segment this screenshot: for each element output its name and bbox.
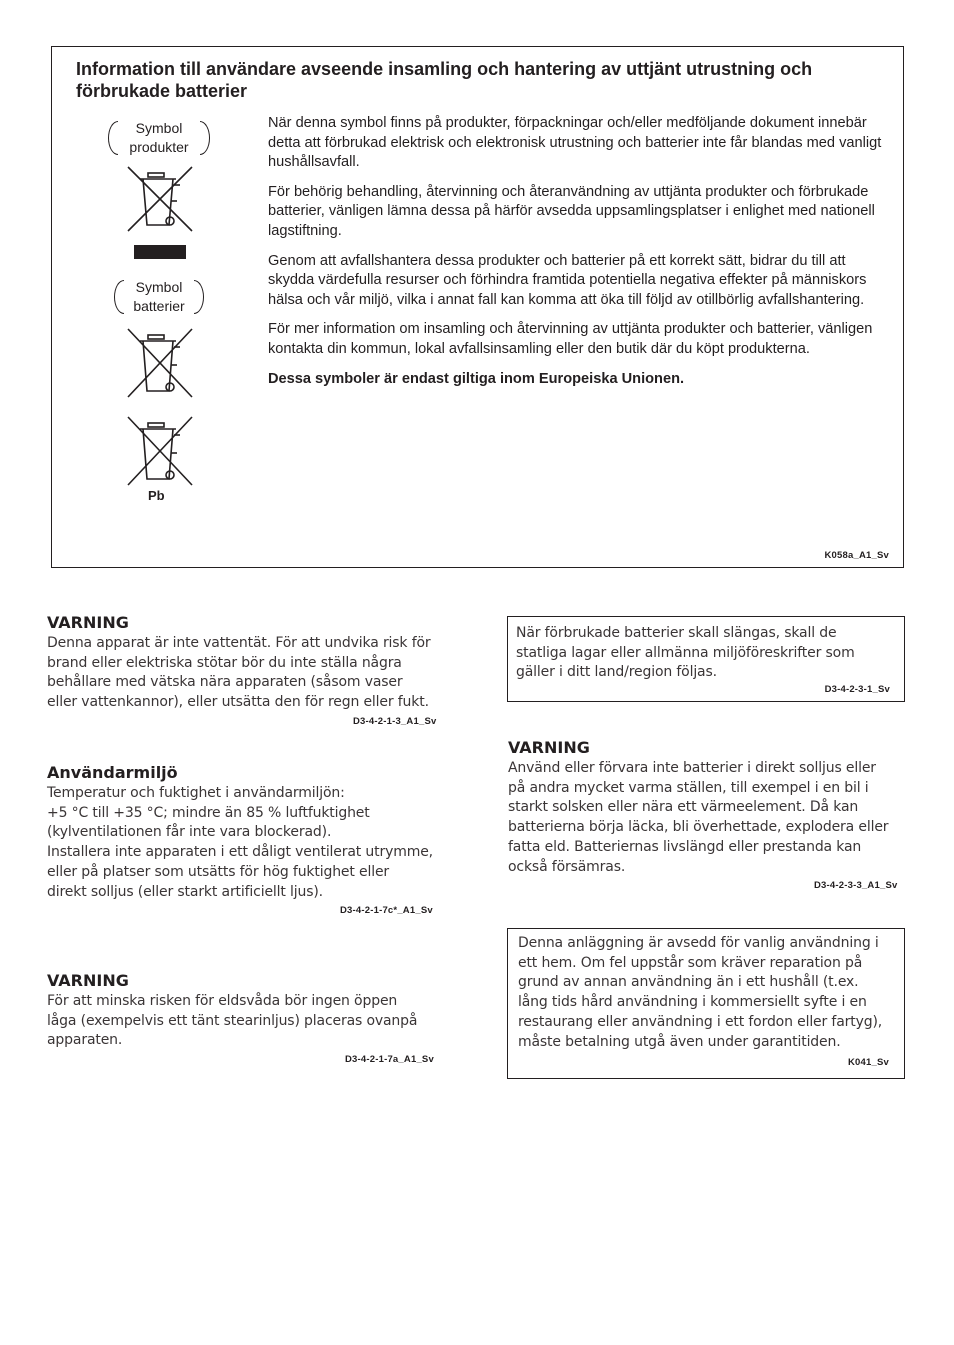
info-paragraph: När denna symbol finns på produkter, förpackningar och/eller medföljande dokument innebär detta att förbrukad elektrisk och elektronisk utrustning och batterier inte får blandas med vanligt hushållsavfall. (268, 115, 882, 171)
battery-disposal-box (507, 616, 905, 702)
section-heading: VARNING (47, 971, 129, 990)
separate-collection-bar (134, 245, 186, 259)
section-heading: VARNING (47, 613, 129, 632)
doc-code: D3-4-2-3-1_Sv (824, 684, 890, 695)
eu-validity-note: Dessa symboler är endast giltiga inom Europeiska Unionen. (268, 370, 685, 387)
doc-code: D3-4-2-1-3_A1_Sv (353, 716, 437, 727)
crossed-battery-bin-pb-icon (124, 415, 196, 489)
info-paragraph: För behörig behandling, återvinning och återanvändning av uttjänta produkter och förbrukade batterier, vänligen lämna dessa på härför avsedda uppsamlingsplatser i enlighet med nationell lagstiftning. (268, 183, 875, 239)
section-text: Temperatur och fuktighet i användarmiljön: +5 °C till +35 °C; mindre än 85 % luftfuktighet (kylventilationen får inte vara blockerad). Installera inte apparaten i ett dåligt ventilerat utrymme, eller på platser som utsätts för hög fuktighet eller direkt solljus (eller starkt artificiellt ljus). (47, 785, 433, 900)
info-title: Information till användare avseende insamling och hantering av uttjänt utrustning och förbrukade batterier (76, 59, 813, 101)
section-text: Denna apparat är inte vattentät. För att undvika risk för brand eller elektriska stötar bör du inte ställa några behållare med vätska nära apparaten (såsom vaser eller vattenkannor), eller utsätta den för regn eller fukt. (47, 635, 431, 711)
symbol-batteries-label: Symbol batterier (133, 279, 185, 314)
crossed-bin-icon (124, 165, 196, 237)
doc-code: K041_Sv (847, 1057, 889, 1068)
symbol-products-label: Symbol produkter (129, 120, 189, 155)
section-heading: VARNING (508, 738, 590, 757)
section-text: För att minska risken för eldsvåda bör ingen öppen låga (exempelvis ett tänt stearinljus) placeras ovanpå apparaten. (47, 993, 418, 1049)
doc-code: K058a_A1_Sv (824, 550, 889, 561)
home-use-box (507, 928, 905, 1079)
info-paragraph: Genom att avfallshantera dessa produkter och batterier på ett korrekt sätt, bidrar du till att skydda värdefulla resurser och förhindra framtida potentiella negativa effekter på människors hälsa och vår miljö, vilka i annat fall kan komma att öka till följd av otillbörlig avfallshantering. (268, 252, 867, 308)
section-heading: Användarmiljö (47, 763, 178, 782)
crossed-battery-bin-icon (124, 327, 196, 401)
weee-info-box (51, 46, 904, 568)
doc-code: D3-4-2-3-3_A1_Sv (814, 880, 898, 891)
section-text: När förbrukade batterier skall slängas, skall de statliga lagar eller allmänna miljöföreskrifter som gäller i ditt land/region följas. (516, 625, 855, 681)
info-paragraph: För mer information om insamling och återvinning av uttjänta produkter och batterier, vänligen kontakta din kommun, lokal avfallsinsamling eller den butik där du köpt produkterna. (268, 321, 873, 357)
info-text-column (268, 114, 890, 399)
section-text: Denna anläggning är avsedd för vanlig användning i ett hem. Om fel uppstår som kräver reparation på grund av annan användning än i ett hushåll (t.ex. lång tids hård användning i kommersiellt syfte i en restaurang eller användning i ett fordon eller fartyg), måste betalning utgå även under garantitiden. (518, 935, 883, 1050)
doc-code: D3-4-2-1-7a_A1_Sv (345, 1054, 434, 1065)
doc-code: D3-4-2-1-7c*_A1_Sv (340, 905, 433, 916)
pb-label: Pb (148, 488, 165, 503)
section-text: Använd eller förvara inte batterier i direkt solljus eller på andra mycket varma ställen, till exempel i en bil i starkt solsken eller nära ett värmeelement. Då kan batterierna börja läcka, bli överhettade, explodera eller fatta eld. Batteriernas livslängd eller prestanda kan också försämras. (508, 760, 889, 875)
